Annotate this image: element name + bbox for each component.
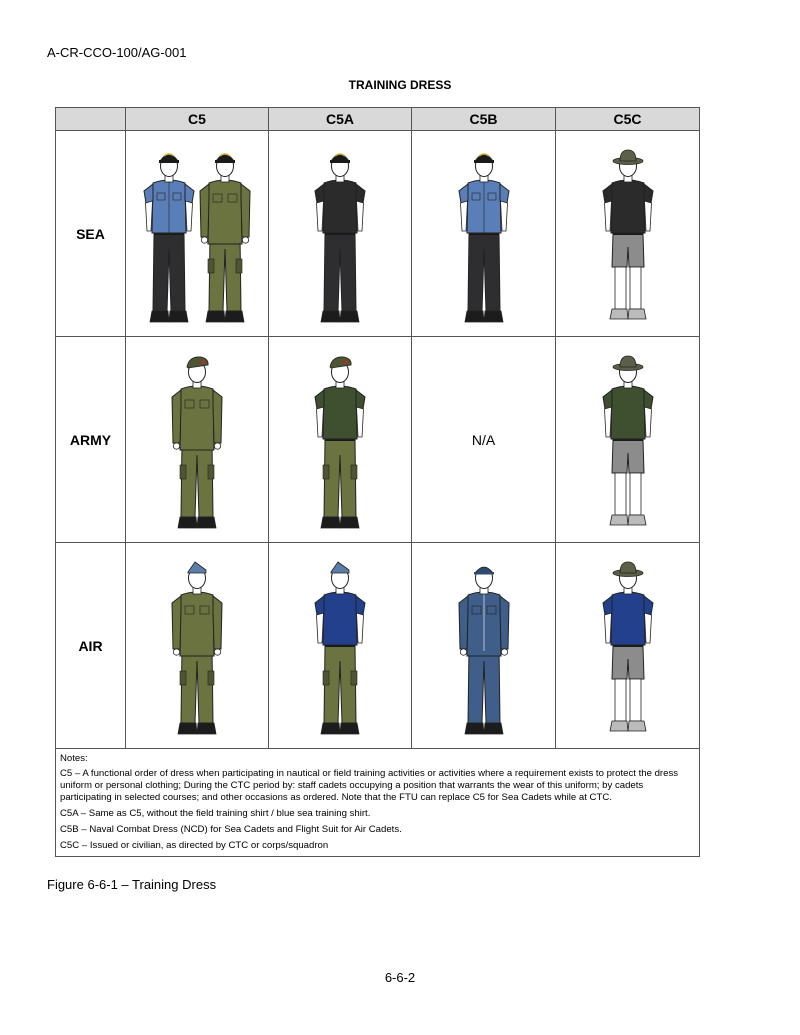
- notes-row: [56, 749, 700, 857]
- note-c5b: C5B – Naval Combat Dress (NCD) for Sea Cadets and Flight Suit for Air Cadets.: [60, 824, 402, 835]
- uniform-figure-green-jacket: [167, 345, 227, 535]
- cell-army-c5a: [269, 337, 412, 543]
- table-row-sea: [56, 131, 700, 337]
- cell-sea-c5: [126, 131, 269, 337]
- page-title: TRAINING DRESS: [348, 78, 452, 92]
- cell-army-c5: [126, 337, 269, 543]
- cell-army-c5b: N/A: [412, 337, 556, 543]
- row-label-army: ARMY: [56, 337, 126, 543]
- cell-air-c5a: [269, 543, 412, 749]
- document-id: A-CR-CCO-100/AG-001: [47, 45, 187, 60]
- note-c5c: C5C – Issued or civilian, as directed by CTC or corps/squadron: [60, 840, 329, 851]
- cell-sea-c5a: [269, 131, 412, 337]
- row-label-air: AIR: [56, 543, 126, 749]
- column-header-c5: C5: [126, 108, 269, 131]
- column-header-c5b: C5B: [412, 108, 556, 131]
- uniform-figure-green-jacket: [195, 139, 255, 329]
- cell-air-c5: [126, 543, 269, 749]
- page-number: 6-6-2: [384, 970, 416, 985]
- uniform-figure-blue-shirt: [139, 139, 199, 329]
- uniform-figure-black-tshirt: [598, 139, 658, 329]
- training-dress-table: [55, 107, 700, 857]
- cell-air-c5b: [412, 543, 556, 749]
- uniform-figure-flight-suit: [454, 551, 514, 741]
- notes-cell: [56, 749, 700, 857]
- note-c5a: C5A – Same as C5, without the field training shirt / blue sea training shirt.: [60, 808, 371, 819]
- cell-air-c5c: [556, 543, 700, 749]
- note-c5: C5 – A functional order of dress when participating in nautical or field training activities or activities where a requirement exists to protect the dress uniform or personal clothing; During the CTC period by: staff cadets occupying a position that warrants the wear of this uniform; by cadets participating in selected courses; and other occasions as ordered. Note that the FTU can replace C5 for Sea Cadets while at CTC.: [60, 768, 679, 803]
- uniform-figure-blue-tshirt: [310, 551, 370, 741]
- column-header-c5c: C5C: [556, 108, 700, 131]
- notes-title: Notes:: [60, 753, 88, 764]
- figure-caption: Figure 6-6-1 – Training Dress: [47, 877, 217, 892]
- uniform-figure-green-tshirt: [598, 345, 658, 535]
- cell-army-c5c: [556, 337, 700, 543]
- cell-sea-c5b: [412, 131, 556, 337]
- table-header-row: [56, 108, 700, 131]
- header-corner: [56, 108, 126, 131]
- row-label-sea: SEA: [56, 131, 126, 337]
- uniform-figure-blue-tshirt: [598, 551, 658, 741]
- uniform-figure-green-tshirt: [310, 345, 370, 535]
- table-row-army: [56, 337, 700, 543]
- uniform-figure-green-jacket: [167, 551, 227, 741]
- column-header-c5a: C5A: [269, 108, 412, 131]
- table-row-air: [56, 543, 700, 749]
- uniform-figure-black-tshirt: [310, 139, 370, 329]
- cell-sea-c5c: [556, 131, 700, 337]
- uniform-figure-blue-shirt: [454, 139, 514, 329]
